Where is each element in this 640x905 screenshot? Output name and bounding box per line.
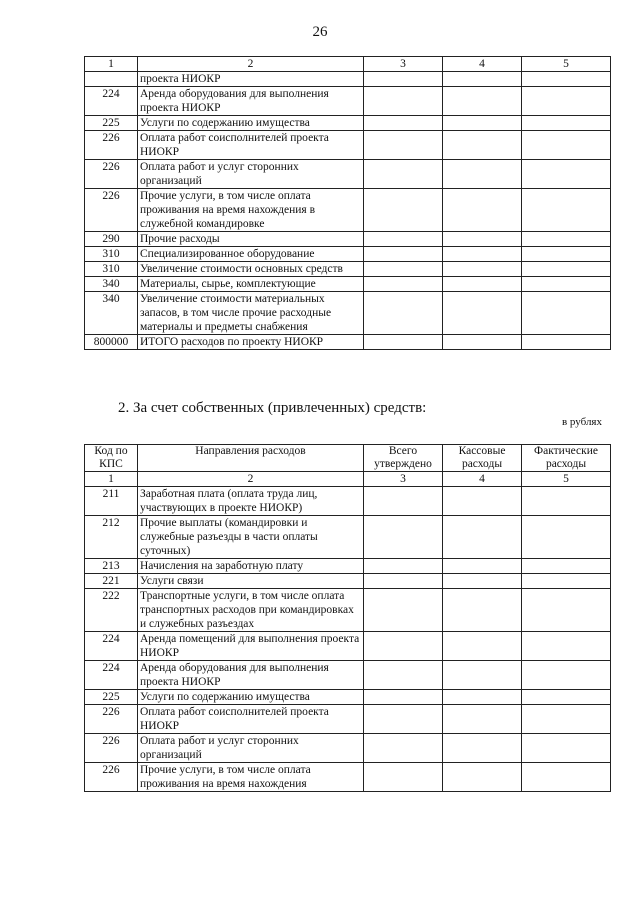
table-row	[85, 232, 611, 247]
approved-cell[interactable]	[364, 160, 443, 189]
expense-code: 310	[85, 262, 138, 277]
expense-direction: Прочие услуги, в том числе оплата проживания на время нахождения	[138, 763, 364, 792]
approved-cell[interactable]	[364, 661, 443, 690]
expense-direction: Услуги по содержанию имущества	[138, 116, 364, 131]
table-row	[85, 690, 611, 705]
expense-direction: Прочие расходы	[138, 232, 364, 247]
section-heading: 2. За счет собственных (привлеченных) средств:	[118, 400, 427, 416]
table-row	[85, 116, 611, 131]
expense-code: 310	[85, 247, 138, 262]
expense-direction: Заработная плата (оплата труда лиц, участвующих в проекте НИОКР)	[138, 487, 364, 516]
approved-cell[interactable]	[364, 763, 443, 792]
expense-code: 211	[85, 487, 138, 516]
expense-direction: Аренда помещений для выполнения проекта НИОКР	[138, 632, 364, 661]
cash-expenses-cell[interactable]	[443, 116, 522, 131]
actual-expenses-cell[interactable]	[522, 487, 611, 516]
cash-expenses-cell[interactable]	[443, 690, 522, 705]
cash-expenses-cell[interactable]	[443, 262, 522, 277]
approved-cell[interactable]	[364, 87, 443, 116]
approved-cell[interactable]	[364, 516, 443, 559]
expense-code: 290	[85, 232, 138, 247]
approved-cell[interactable]	[364, 487, 443, 516]
actual-expenses-cell[interactable]	[522, 160, 611, 189]
expense-code	[85, 72, 138, 87]
table-row	[85, 131, 611, 160]
column-number-row	[85, 472, 611, 487]
expense-code: 226	[85, 705, 138, 734]
own-funds-expenses-table	[84, 444, 611, 792]
expense-direction: Материалы, сырье, комплектующие	[138, 277, 364, 292]
expense-code: 212	[85, 516, 138, 559]
approved-cell[interactable]	[364, 292, 443, 335]
actual-expenses-cell[interactable]	[522, 574, 611, 589]
column-number: 3	[364, 472, 443, 487]
column-number: 5	[522, 57, 611, 72]
approved-cell[interactable]	[364, 247, 443, 262]
table-row	[85, 661, 611, 690]
table-row	[85, 559, 611, 574]
table-row	[85, 262, 611, 277]
cash-expenses-cell[interactable]	[443, 661, 522, 690]
actual-expenses-cell[interactable]	[522, 292, 611, 335]
cash-expenses-cell[interactable]	[443, 292, 522, 335]
actual-expenses-cell[interactable]	[522, 559, 611, 574]
approved-cell[interactable]	[364, 277, 443, 292]
expense-code: 226	[85, 763, 138, 792]
approved-cell[interactable]	[364, 189, 443, 232]
actual-expenses-cell[interactable]	[522, 705, 611, 734]
header-row	[85, 445, 611, 472]
table-row	[85, 247, 611, 262]
expenses-table-continued	[84, 56, 611, 350]
cash-expenses-cell[interactable]	[443, 559, 522, 574]
actual-expenses-cell[interactable]	[522, 232, 611, 247]
expense-code: 340	[85, 292, 138, 335]
actual-expenses-cell[interactable]	[522, 516, 611, 559]
cash-expenses-cell[interactable]	[443, 72, 522, 87]
table-row	[85, 487, 611, 516]
cash-expenses-cell[interactable]	[443, 335, 522, 350]
actual-expenses-cell[interactable]	[522, 632, 611, 661]
expense-code: 340	[85, 277, 138, 292]
table-row	[85, 763, 611, 792]
expense-code: 225	[85, 116, 138, 131]
expense-code: 800000	[85, 335, 138, 350]
expense-code: 226	[85, 160, 138, 189]
actual-expenses-cell[interactable]	[522, 335, 611, 350]
actual-expenses-cell[interactable]	[522, 131, 611, 160]
actual-expenses-cell[interactable]	[522, 690, 611, 705]
expense-code: 225	[85, 690, 138, 705]
column-number: 5	[522, 472, 611, 487]
cash-expenses-cell[interactable]	[443, 487, 522, 516]
expense-direction: Увеличение стоимости материальных запасов, в том числе прочие расходные материалы и предметы снабжения	[138, 292, 364, 335]
approved-cell[interactable]	[364, 262, 443, 277]
unit-note: в рублях	[561, 416, 602, 428]
table-row	[85, 189, 611, 232]
header-approved: Всего утверждено	[364, 445, 443, 472]
actual-expenses-cell[interactable]	[522, 589, 611, 632]
expense-code: 226	[85, 189, 138, 232]
expense-direction: Прочие услуги, в том числе оплата проживания на время нахождения в служебной командировке	[138, 189, 364, 232]
expense-direction: Оплата работ и услуг сторонних организаций	[138, 734, 364, 763]
expense-code: 222	[85, 589, 138, 632]
expense-direction: проекта НИОКР	[138, 72, 364, 87]
approved-cell[interactable]	[364, 335, 443, 350]
table-row-total	[85, 335, 611, 350]
cash-expenses-cell[interactable]	[443, 232, 522, 247]
cash-expenses-cell[interactable]	[443, 763, 522, 792]
column-number-row	[85, 57, 611, 72]
actual-expenses-cell[interactable]	[522, 116, 611, 131]
approved-cell[interactable]	[364, 690, 443, 705]
cash-expenses-cell[interactable]	[443, 247, 522, 262]
expense-direction: Увеличение стоимости основных средств	[138, 262, 364, 277]
cash-expenses-cell[interactable]	[443, 131, 522, 160]
expense-direction: ИТОГО расходов по проекту НИОКР	[138, 335, 364, 350]
column-number: 4	[443, 472, 522, 487]
actual-expenses-cell[interactable]	[522, 87, 611, 116]
page-number: 26	[312, 24, 328, 40]
actual-expenses-cell[interactable]	[522, 277, 611, 292]
actual-expenses-cell[interactable]	[522, 189, 611, 232]
table-row	[85, 705, 611, 734]
approved-cell[interactable]	[364, 116, 443, 131]
expense-direction: Оплата работ и услуг сторонних организаций	[138, 160, 364, 189]
approved-cell[interactable]	[364, 232, 443, 247]
approved-cell[interactable]	[364, 72, 443, 87]
expense-direction: Услуги связи	[138, 574, 364, 589]
expense-direction: Начисления на заработную плату	[138, 559, 364, 574]
expense-direction: Услуги по содержанию имущества	[138, 690, 364, 705]
expense-direction: Специализированное оборудование	[138, 247, 364, 262]
approved-cell[interactable]	[364, 574, 443, 589]
cash-expenses-cell[interactable]	[443, 189, 522, 232]
actual-expenses-cell[interactable]	[522, 661, 611, 690]
table-row	[85, 589, 611, 632]
cash-expenses-cell[interactable]	[443, 574, 522, 589]
approved-cell[interactable]	[364, 734, 443, 763]
actual-expenses-cell[interactable]	[522, 763, 611, 792]
cash-expenses-cell[interactable]	[443, 589, 522, 632]
actual-expenses-cell[interactable]	[522, 734, 611, 763]
table-row	[85, 632, 611, 661]
column-number: 1	[85, 472, 138, 487]
expense-direction: Аренда оборудования для выполнения проекта НИОКР	[138, 661, 364, 690]
table-row	[85, 72, 611, 87]
expense-direction: Прочие выплаты (командировки и служебные разъезды в части оплаты суточных)	[138, 516, 364, 559]
column-number: 2	[138, 472, 364, 487]
approved-cell[interactable]	[364, 589, 443, 632]
table-row	[85, 574, 611, 589]
approved-cell[interactable]	[364, 559, 443, 574]
actual-expenses-cell[interactable]	[522, 72, 611, 87]
expense-code: 224	[85, 87, 138, 116]
cash-expenses-cell[interactable]	[443, 705, 522, 734]
expense-code: 226	[85, 131, 138, 160]
table-row	[85, 277, 611, 292]
cash-expenses-cell[interactable]	[443, 277, 522, 292]
table-row	[85, 160, 611, 189]
expense-code: 224	[85, 661, 138, 690]
header-cash: Кассовые расходы	[443, 445, 522, 472]
approved-cell[interactable]	[364, 131, 443, 160]
header-direction: Направления расходов	[138, 445, 364, 472]
cash-expenses-cell[interactable]	[443, 516, 522, 559]
approved-cell[interactable]	[364, 632, 443, 661]
approved-cell[interactable]	[364, 705, 443, 734]
expense-code: 221	[85, 574, 138, 589]
column-number: 1	[85, 57, 138, 72]
expense-code: 226	[85, 734, 138, 763]
cash-expenses-cell[interactable]	[443, 632, 522, 661]
cash-expenses-cell[interactable]	[443, 160, 522, 189]
table-row	[85, 292, 611, 335]
header-code: Код по КПС	[85, 445, 138, 472]
cash-expenses-cell[interactable]	[443, 87, 522, 116]
expense-code: 213	[85, 559, 138, 574]
expense-direction: Оплата работ соисполнителей проекта НИОКР	[138, 131, 364, 160]
table-row	[85, 734, 611, 763]
table-row	[85, 516, 611, 559]
expense-direction: Оплата работ соисполнителей проекта НИОКР	[138, 705, 364, 734]
column-number: 3	[364, 57, 443, 72]
expense-code: 224	[85, 632, 138, 661]
expense-direction: Аренда оборудования для выполнения проекта НИОКР	[138, 87, 364, 116]
actual-expenses-cell[interactable]	[522, 262, 611, 277]
actual-expenses-cell[interactable]	[522, 247, 611, 262]
column-number: 2	[138, 57, 364, 72]
cash-expenses-cell[interactable]	[443, 734, 522, 763]
expense-direction: Транспортные услуги, в том числе оплата транспортных расходов при командировках и служебных разъездах	[138, 589, 364, 632]
column-number: 4	[443, 57, 522, 72]
table-row	[85, 87, 611, 116]
header-actual: Фактические расходы	[522, 445, 611, 472]
